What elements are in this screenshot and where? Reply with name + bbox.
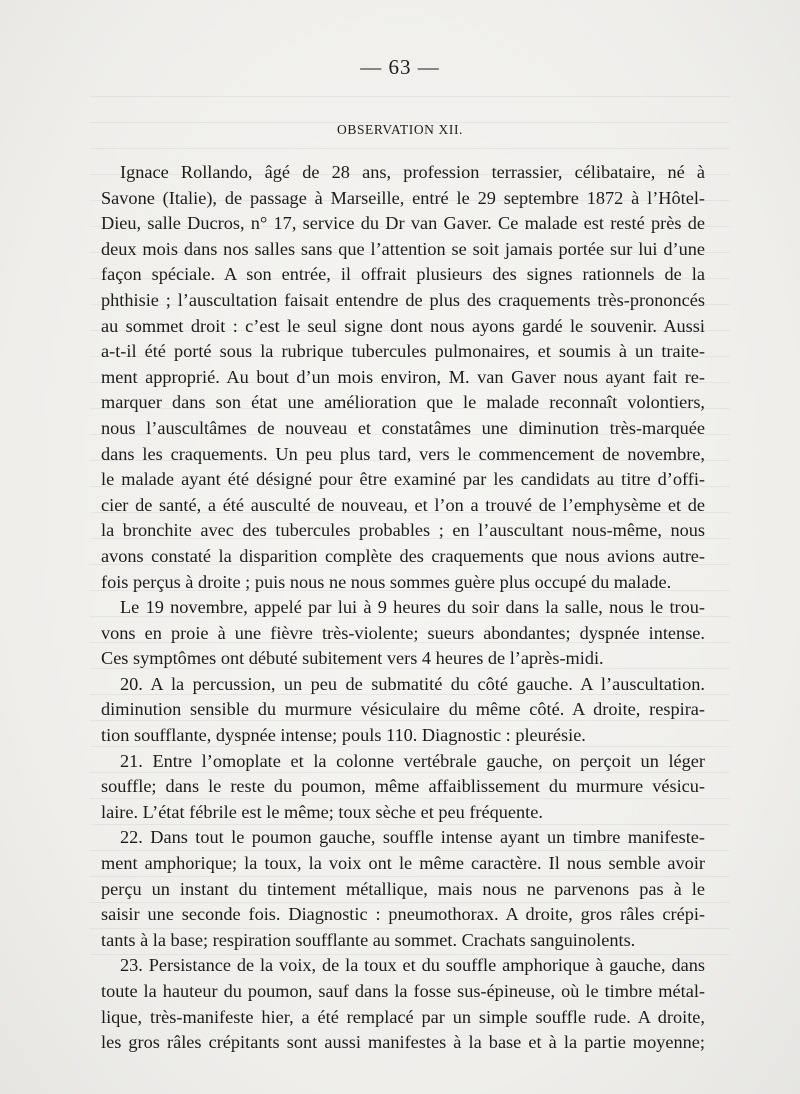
text-line: 21. Entre l’omoplate et la colonne vertébrale gauche, on perçoit un léger [120,750,705,771]
text-line: saisir une seconde fois. Diagnostic : pneumothorax. A droite, gros râles crépi- [101,904,705,925]
text-line: lique, très-manifeste hier, a été remplacé par un simple souffle rude. A droite, [101,1006,705,1027]
text-line: au sommet droit : c’est le seul signe dont nous ayons gardé le souvenir. Aussi [101,315,705,336]
text-line: marquer dans son état une amélioration que le malade reconnaît volontiers, [101,392,705,413]
text-line: perçu un instant du tintement métallique, mais nous ne parvenons pas à le [101,878,705,899]
text-line: toute la hauteur du poumon, sauf dans la fosse sus-épineuse, où le timbre métal- [101,981,705,1001]
text-line: Le 19 novembre, appelé par lui à 9 heures du soir dans la salle, nous le trou- [120,597,705,618]
text-line: façon spéciale. A son entrée, il offrait plusieurs des signes rationnels de la [101,264,705,285]
text-line: laire. L’état fébrile est le même; toux sèche et peu fréquente. [101,801,543,822]
text-line: Dieu, salle Ducros, n° 17, service du Dr van Gaver. Ce malade est resté près de [101,213,705,234]
text-line: 22. Dans tout le poumon gauche, souffle intense ayant un timbre manifeste- [120,827,705,848]
text-line: dans les craquements. Un peu plus tard, vers le commencement de novembre, [101,443,705,464]
text-line: Ignace Rollando, âgé de 28 ans, profession terrassier, célibataire, né à [120,162,705,182]
text-line: avons constaté la disparition complète des craquements que nous avions autre- [101,545,705,566]
text-line: souffle; dans le reste du poumon, même affaiblissement du murmure vésicu- [101,776,705,797]
text-line: tants à la base; respiration soufflante au sommet. Crachats sanguinolents. [101,929,636,950]
observation-title: OBSERVATION XII. [336,122,464,137]
text-line: nous l’auscultâmes de nouveau et constatâmes une diminution très-marquée [101,417,705,438]
text-line: diminution sensible du murmure vésiculaire du même côté. A droite, respira- [101,699,705,720]
body-text [101,160,705,1056]
text-line: fois perçus à droite ; puis nous ne nous sommes guère plus occupé du malade. [101,571,672,592]
text-line: ment approprié. Au bout d’un mois environ, M. van Gaver nous ayant fait re- [101,366,705,387]
text-line: le malade ayant été désigné pour être examiné par les candidats au titre d’offi- [101,469,705,490]
text-line: phthisie ; l’auscultation faisait entendre de plus des craquements très-prononcés [101,289,705,310]
text-line: 23. Persistance de la voix, de la toux et du souffle amphorique à gauche, dans [120,955,705,976]
text-line: a-t-il été porté sous la rubrique tubercules pulmonaires, et soumis à un traite- [101,341,705,362]
text-line: deux mois dans nos salles sans que l’attention se soit jamais portée sur lui d’une [101,238,705,259]
text-line: tion soufflante, dyspnée intense; pouls 110. Diagnostic : pleurésie. [101,725,586,746]
text-line: Ces symptômes ont débuté subitement vers 4 heures de l’après-midi. [101,648,604,669]
text-line: 20. A la percussion, un peu de submatité du côté gauche. A l’auscultation. [120,673,705,694]
page-number: — 63 — [360,55,440,79]
text-line: cier de santé, a été ausculté de nouveau, et l’on a trouvé de l’emphysème et de [101,494,705,515]
text-line: la bronchite avec des tubercules probables ; en l’auscultant nous-même, nous [101,520,705,541]
text-line: vons en proie à une fièvre très-violente; sueurs abondantes; dyspnée intense. [101,622,705,643]
text-line: Savone (Italie), de passage à Marseille, entré le 29 septembre 1872 à l’Hôtel- [101,187,705,208]
text-line: ment amphorique; la toux, la voix ont le même caractère. Il nous semble avoir [101,853,705,874]
text-line: les gros râles crépitants sont aussi manifestes à la base et à la partie moyenne; [101,1032,705,1053]
